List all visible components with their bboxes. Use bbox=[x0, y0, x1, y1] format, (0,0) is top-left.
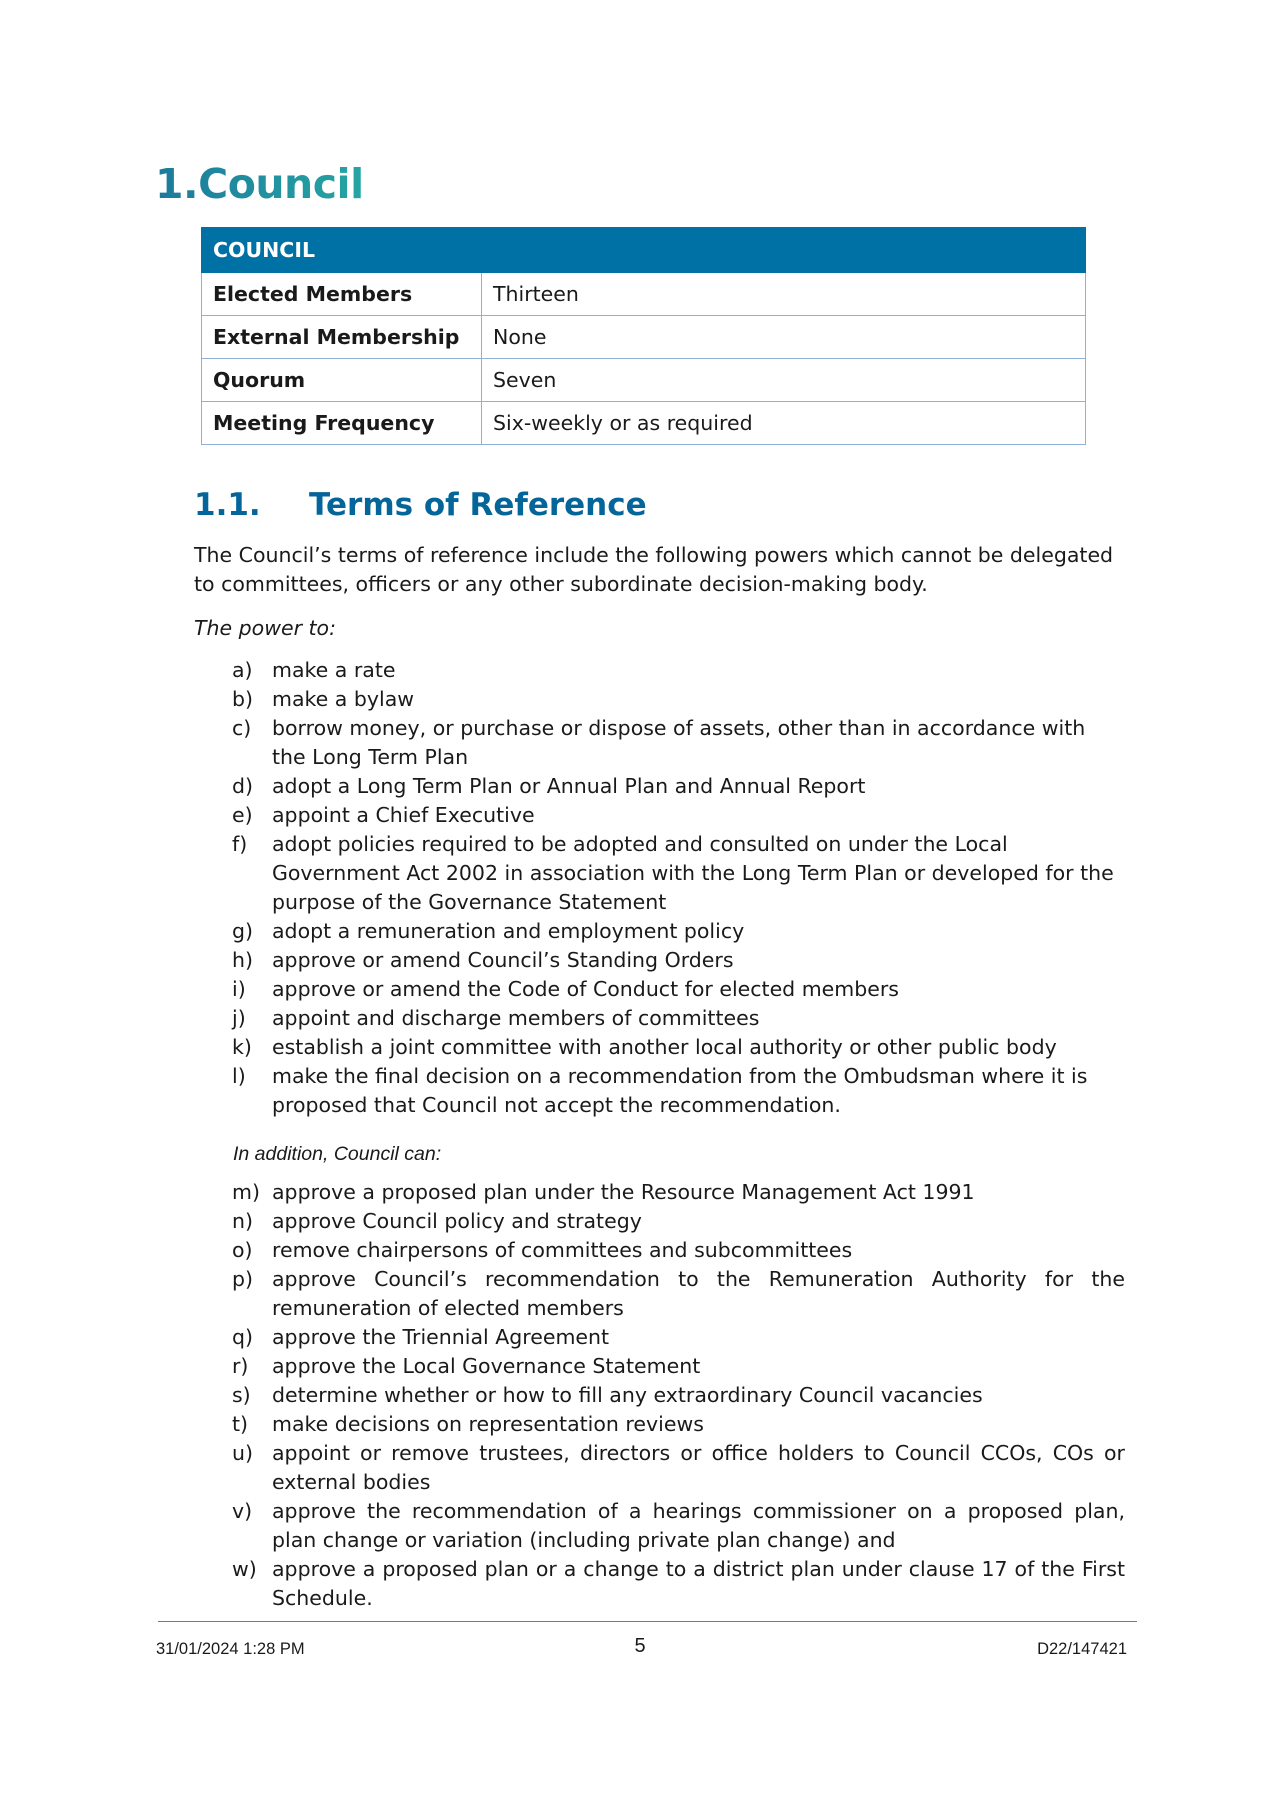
table-header-cell: COUNCIL bbox=[202, 228, 1086, 273]
list-letter: f) bbox=[232, 832, 248, 856]
list-text: appoint a Chief Executive bbox=[272, 803, 535, 827]
list-text: appoint or remove trustees, directors or office holders to Council CCOs, COs or external bodies bbox=[272, 1441, 1125, 1494]
list-item bbox=[232, 1265, 1125, 1323]
footer-doc-ref: D22/147421 bbox=[1037, 1640, 1127, 1658]
footer-page-number: 5 bbox=[634, 1635, 646, 1657]
footer-datetime: 31/01/2024 1:28 PM bbox=[156, 1640, 305, 1658]
list-item bbox=[232, 1323, 1125, 1352]
list-item bbox=[232, 1033, 1125, 1062]
list-letter: j) bbox=[232, 1006, 246, 1030]
list-item bbox=[232, 656, 1125, 685]
row-value: Thirteen bbox=[482, 273, 1086, 316]
footer-divider bbox=[158, 1621, 1137, 1622]
list-text: approve Council’s recommendation to the Remuneration Authority for the remuneration of elected members bbox=[272, 1267, 1125, 1320]
list-text: approve the Local Governance Statement bbox=[272, 1354, 701, 1378]
list-letter: o) bbox=[232, 1238, 253, 1262]
row-label: Quorum bbox=[202, 359, 482, 402]
list-text: make a bylaw bbox=[272, 687, 415, 711]
list-text: approve the recommendation of a hearings commissioner on a proposed plan, plan change or variation (including private plan change) and bbox=[272, 1499, 1125, 1552]
additions-list bbox=[232, 1178, 1125, 1613]
list-item bbox=[232, 830, 1125, 917]
list-letter: r) bbox=[232, 1354, 249, 1378]
table-row bbox=[202, 402, 1086, 445]
list-text: make a rate bbox=[272, 658, 396, 682]
list-item bbox=[232, 772, 1125, 801]
list-item bbox=[232, 975, 1125, 1004]
list-letter: c) bbox=[232, 716, 252, 740]
list-letter: w) bbox=[232, 1557, 257, 1581]
list-letter: n) bbox=[232, 1209, 253, 1233]
row-label: Meeting Frequency bbox=[202, 402, 482, 445]
list-letter: e) bbox=[232, 803, 253, 827]
list-text: borrow money, or purchase or dispose of assets, other than in accordance with the Long Term Plan bbox=[272, 716, 1086, 769]
page-heading: 1.Council bbox=[155, 160, 364, 208]
list-text: appoint and discharge members of committees bbox=[272, 1006, 760, 1030]
powers-list bbox=[232, 656, 1125, 1120]
list-letter: i) bbox=[232, 977, 246, 1001]
list-letter: p) bbox=[232, 1267, 254, 1291]
list-item bbox=[232, 1062, 1125, 1120]
addition-lead: In addition, Council can: bbox=[233, 1143, 442, 1165]
list-letter: m) bbox=[232, 1180, 260, 1204]
list-letter: v) bbox=[232, 1499, 253, 1523]
row-value: Seven bbox=[482, 359, 1086, 402]
list-letter: k) bbox=[232, 1035, 252, 1059]
table-row bbox=[202, 273, 1086, 316]
list-item bbox=[232, 1497, 1125, 1555]
council-info-table bbox=[201, 227, 1086, 445]
list-letter: g) bbox=[232, 919, 254, 943]
list-letter: s) bbox=[232, 1383, 251, 1407]
list-item bbox=[232, 1381, 1125, 1410]
list-letter: a) bbox=[232, 658, 253, 682]
list-text: make decisions on representation reviews bbox=[272, 1412, 704, 1436]
section-title: Terms of Reference bbox=[309, 487, 647, 523]
list-text: approve or amend the Code of Conduct for elected members bbox=[272, 977, 899, 1001]
list-item bbox=[232, 1439, 1125, 1497]
list-item bbox=[232, 946, 1125, 975]
list-text: make the final decision on a recommendation from the Ombudsman where it is proposed that Council not accept the recommendation. bbox=[272, 1064, 1088, 1117]
list-item bbox=[232, 685, 1125, 714]
row-value: None bbox=[482, 316, 1086, 359]
list-item bbox=[232, 714, 1125, 772]
list-letter: u) bbox=[232, 1441, 253, 1465]
list-letter: d) bbox=[232, 774, 254, 798]
list-text: adopt policies required to be adopted and consulted on under the Local Government Act 2002 in association with the Long Term Plan or developed for the purpose of the Governance Statement bbox=[272, 832, 1114, 914]
list-text: determine whether or how to fill any extraordinary Council vacancies bbox=[272, 1383, 983, 1407]
list-letter: l) bbox=[232, 1064, 246, 1088]
list-text: establish a joint committee with another local authority or other public body bbox=[272, 1035, 1057, 1059]
list-item bbox=[232, 1352, 1125, 1381]
list-item bbox=[232, 1410, 1125, 1439]
row-label: External Membership bbox=[202, 316, 482, 359]
list-text: approve Council policy and strategy bbox=[272, 1209, 642, 1233]
list-item bbox=[232, 1555, 1125, 1613]
power-lead: The power to: bbox=[194, 616, 337, 640]
list-item bbox=[232, 801, 1125, 830]
list-text: approve or amend Council’s Standing Orders bbox=[272, 948, 734, 972]
row-label: Elected Members bbox=[202, 273, 482, 316]
table-header-row bbox=[202, 228, 1086, 273]
list-text: adopt a Long Term Plan or Annual Plan and Annual Report bbox=[272, 774, 866, 798]
list-text: adopt a remuneration and employment policy bbox=[272, 919, 745, 943]
section-number: 1.1. bbox=[194, 487, 261, 523]
list-letter: h) bbox=[232, 948, 253, 972]
list-text: remove chairpersons of committees and subcommittees bbox=[272, 1238, 853, 1262]
list-item bbox=[232, 917, 1125, 946]
list-text: approve a proposed plan under the Resource Management Act 1991 bbox=[272, 1180, 975, 1204]
list-letter: q) bbox=[232, 1325, 254, 1349]
section-heading bbox=[194, 485, 647, 525]
table-row bbox=[202, 359, 1086, 402]
list-text: approve a proposed plan or a change to a district plan under clause 17 of the First Schedule. bbox=[272, 1557, 1125, 1610]
list-item bbox=[232, 1236, 1125, 1265]
list-letter: t) bbox=[232, 1412, 249, 1436]
intro-paragraph: The Council’s terms of reference include the following powers which cannot be delegated to committees, officers or any other subordinate decision-making body. bbox=[194, 543, 1114, 596]
list-text: approve the Triennial Agreement bbox=[272, 1325, 610, 1349]
table-row bbox=[202, 316, 1086, 359]
list-item bbox=[232, 1178, 1125, 1207]
list-item bbox=[232, 1004, 1125, 1033]
list-item bbox=[232, 1207, 1125, 1236]
row-value: Six-weekly or as required bbox=[482, 402, 1086, 445]
list-letter: b) bbox=[232, 687, 254, 711]
